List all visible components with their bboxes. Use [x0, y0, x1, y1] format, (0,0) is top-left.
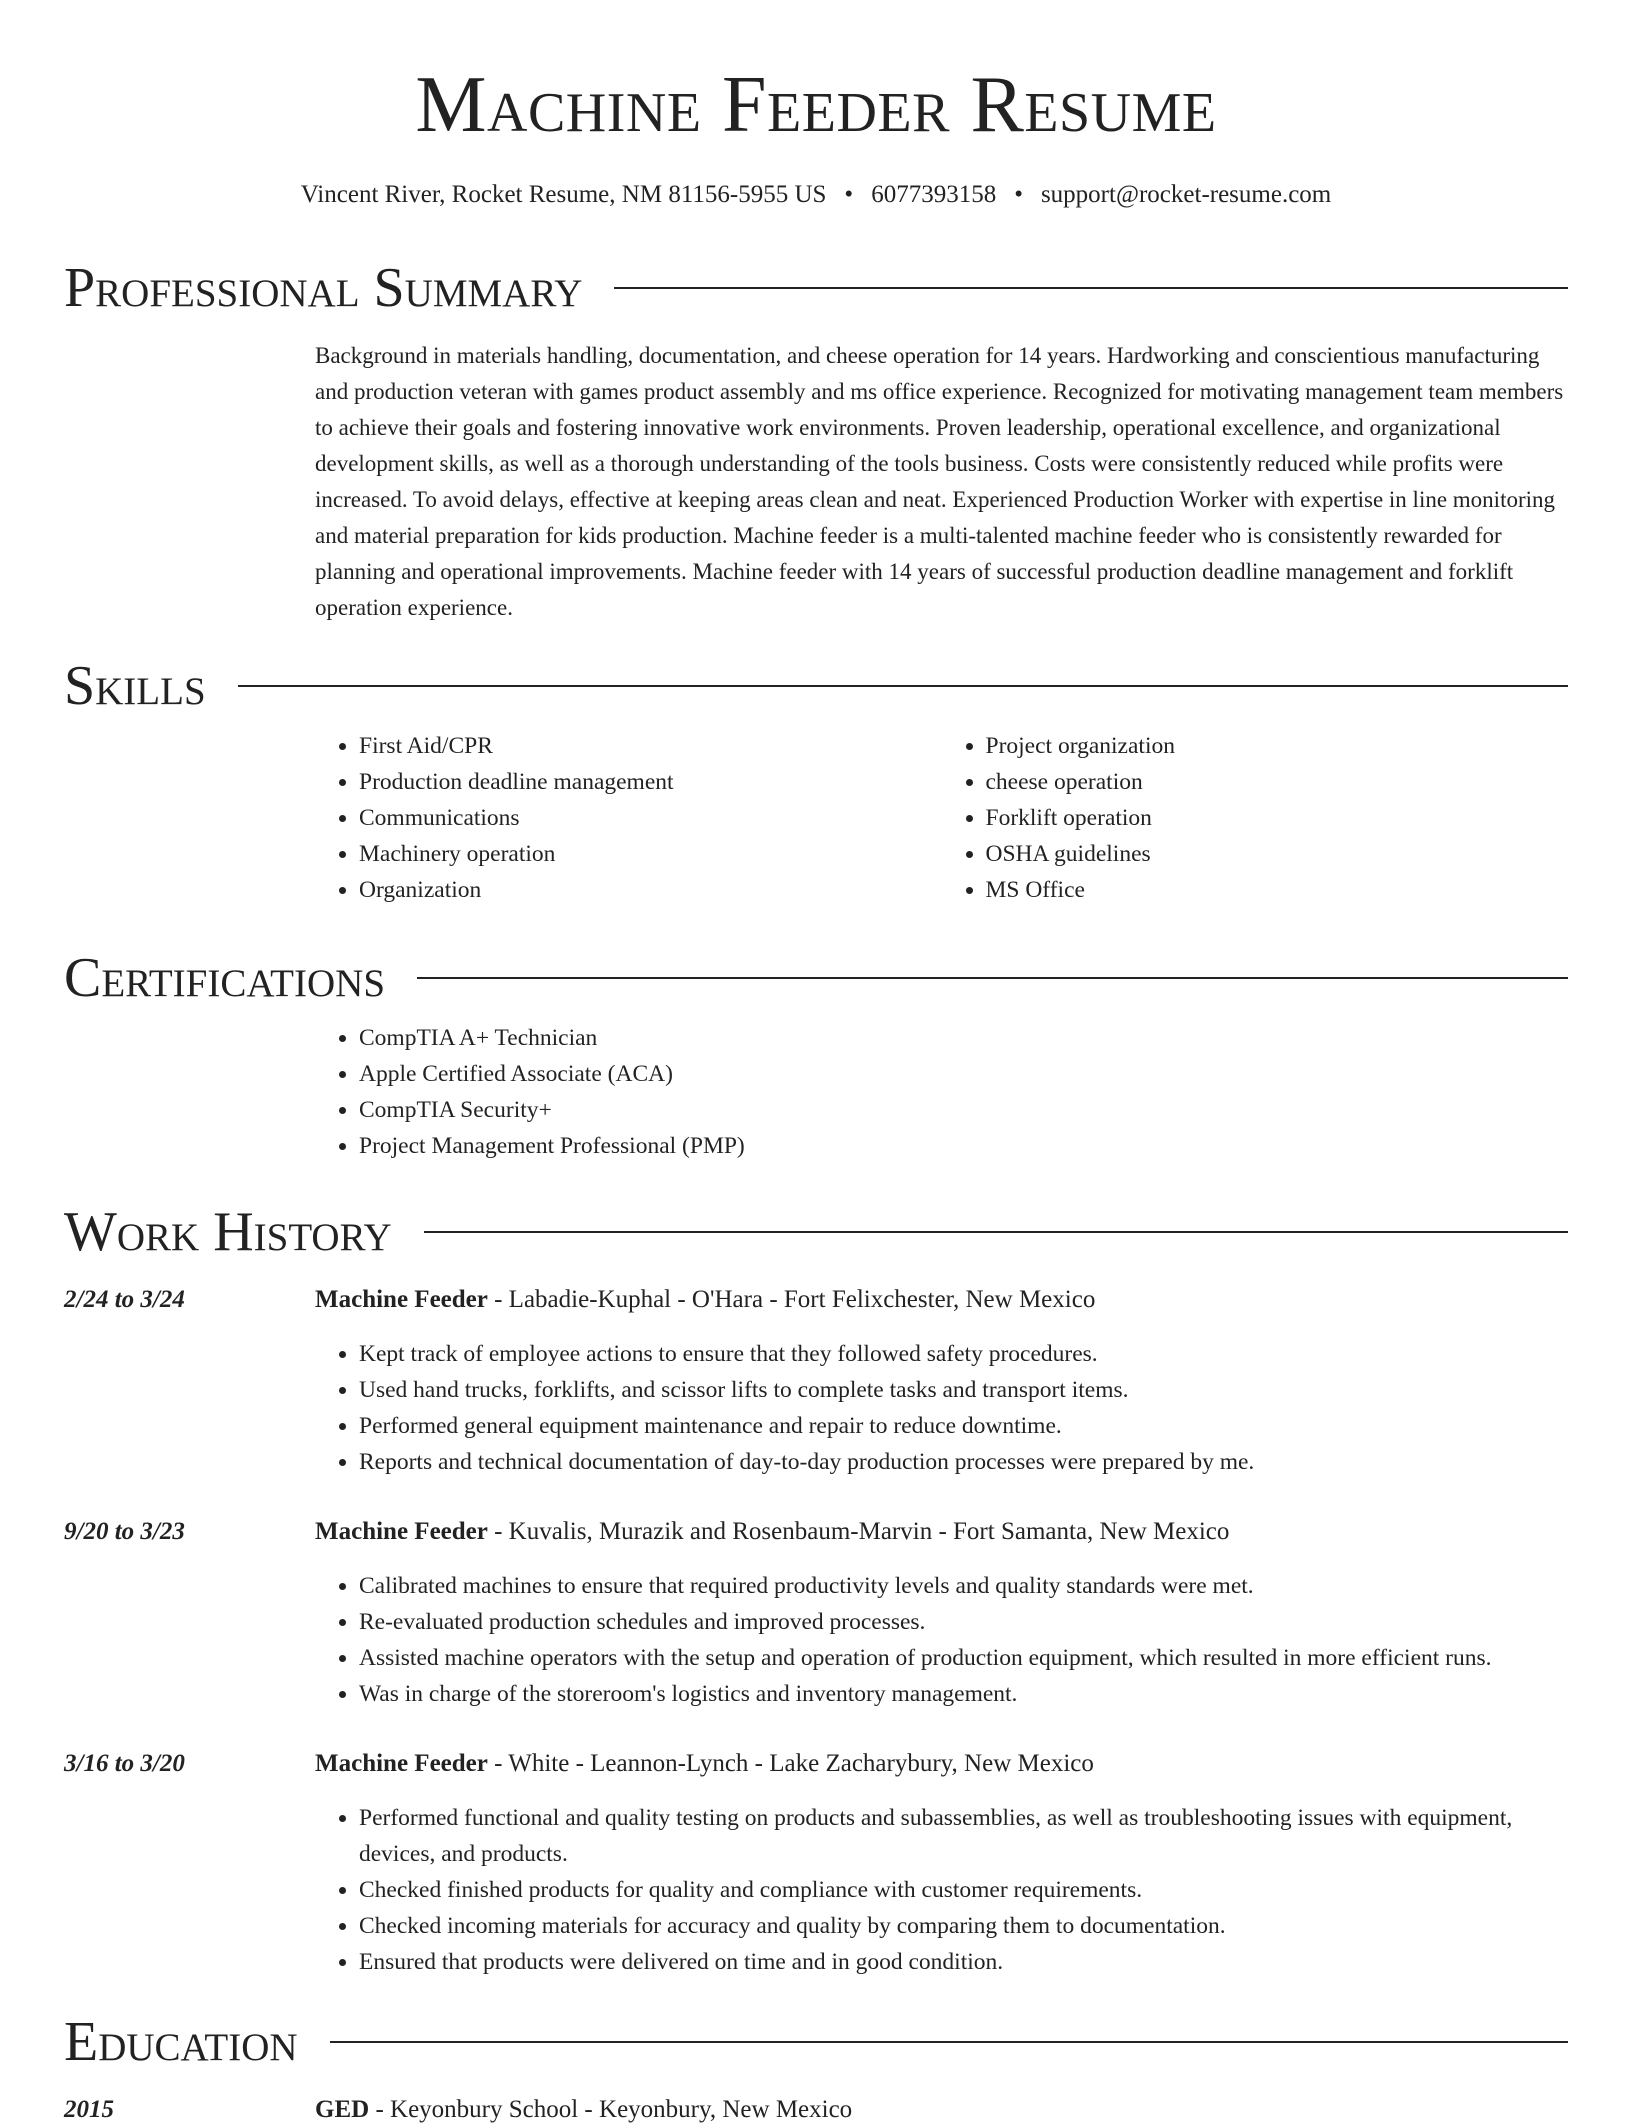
certifications-body: [315, 1020, 1568, 1164]
job-dates: 9/20 to 3/23: [64, 1518, 185, 1545]
job-header: [64, 1282, 1568, 1318]
skill-item: • cheese operation: [986, 764, 1569, 800]
education-header: [64, 2012, 1568, 2072]
contact-phone: 6077393158: [871, 181, 997, 208]
work-history-header: [64, 1202, 1568, 1262]
skill-item: • Machinery operation: [359, 836, 942, 872]
skills-heading: Skills: [64, 655, 206, 717]
education-entry: [64, 2092, 1568, 2128]
job-duties-list: [315, 1568, 1568, 1712]
job-duty: • Ensured that products were delivered on time and in good condition.: [359, 1944, 1568, 1980]
skills-grid: [315, 728, 1568, 908]
education-header-line: [64, 2092, 1568, 2128]
skill-item: • OSHA guidelines: [986, 836, 1569, 872]
job-duty: • Used hand trucks, forklifts, and scissor lifts to complete tasks and transport items.: [359, 1372, 1568, 1408]
job-dates: 3/16 to 3/20: [64, 1750, 185, 1777]
job-duty: • Calibrated machines to ensure that required productivity levels and quality standards were met.: [359, 1568, 1568, 1604]
job-duty: • Reports and technical documentation of day-to-day production processes were prepared by me.: [359, 1444, 1568, 1480]
job-entry: [64, 1514, 1568, 1712]
job-heading-line: [315, 1514, 1568, 1550]
certification-item: • Project Management Professional (PMP): [359, 1128, 1568, 1164]
contact-email: support@rocket-resume.com: [1040, 181, 1332, 208]
job-entry: [64, 1746, 1568, 1980]
section-rule: [417, 977, 1568, 979]
skill-item: • Forklift operation: [986, 800, 1569, 836]
summary-header: [64, 258, 1568, 318]
section-rule: [614, 287, 1568, 289]
job-duty: • Performed general equipment maintenance and repair to reduce downtime.: [359, 1408, 1568, 1444]
contact-line: [64, 178, 1568, 212]
job-heading-line: [315, 1746, 1568, 1782]
summary-text: Background in materials handling, documentation, and cheese operation for 14 years. Hardworking and conscientious manufacturing and production veteran with games product assembly and ms office experience. Recognized for motivating management team members to achieve their goals and fostering innovative work environments. Proven leadership, operational excellence, and organizational development skills, as well as a thorough understanding of the tools business. Costs were consistently reduced while profits were increased. To avoid delays, effective at keeping areas clean and neat. Experienced Production Worker with expertise in line monitoring and material preparation for kids production. Machine feeder is a multi-talented machine feeder who is consistently rewarded for planning and operational improvements. Machine feeder with 14 years of successful production deadline management and forklift operation experience.: [315, 343, 1564, 620]
job-heading-line: [315, 1282, 1568, 1318]
job-employer: - White - Leannon-Lynch - Lake Zacharybury, New Mexico: [487, 1750, 1094, 1777]
job-duty: • Kept track of employee actions to ensure that they followed safety procedures.: [359, 1336, 1568, 1372]
job-title: Machine Feeder: [315, 1518, 488, 1545]
skills-header: [64, 656, 1568, 716]
certification-item: • CompTIA A+ Technician: [359, 1020, 1568, 1056]
summary-section: [64, 258, 1568, 626]
skill-item: • Organization: [359, 872, 942, 908]
section-rule: [330, 2041, 1568, 2043]
contact-separator: •: [844, 181, 854, 208]
job-bullets: [315, 1568, 1568, 1712]
skills-list-right: [942, 728, 1569, 908]
job-dates: 2/24 to 3/24: [64, 1286, 185, 1313]
contact-separator: •: [1014, 181, 1023, 208]
education-school: - Keyonbury School - Keyonbury, New Mexico: [369, 2096, 853, 2123]
section-rule: [424, 1231, 1568, 1233]
education-section: [64, 2012, 1568, 2128]
skills-section: [64, 656, 1568, 908]
education-heading: Education: [64, 2011, 298, 2073]
summary-heading: Professional Summary: [64, 257, 583, 319]
job-duty: • Assisted machine operators with the setup and operation of production equipment, which resulted in more efficient runs.: [359, 1640, 1568, 1676]
section-rule: [238, 685, 1568, 687]
job-title: Machine Feeder: [315, 1750, 488, 1777]
work-history-heading: Work History: [64, 1201, 392, 1263]
work-history-section: [64, 1202, 1568, 1980]
job-header: [64, 1746, 1568, 1782]
certifications-section: [64, 948, 1568, 1164]
job-employer: - Kuvalis, Murazik and Rosenbaum-Marvin - Fort Samanta, New Mexico: [487, 1518, 1230, 1545]
certifications-heading: Certifications: [64, 947, 386, 1009]
resume-title: Machine Feeder Resume: [415, 61, 1217, 149]
resume-page: [64, 0, 1568, 2123]
certifications-header: [64, 948, 1568, 1008]
certification-item: • CompTIA Security+: [359, 1092, 1568, 1128]
skill-item: • Project organization: [986, 728, 1569, 764]
job-employer: - Labadie-Kuphal - O'Hara - Fort Felixchester, New Mexico: [487, 1286, 1096, 1313]
job-bullets: [315, 1800, 1568, 1980]
job-title: Machine Feeder: [315, 1286, 488, 1313]
job-duty: • Re-evaluated production schedules and improved processes.: [359, 1604, 1568, 1640]
job-bullets: [315, 1336, 1568, 1480]
job-duty: • Checked incoming materials for accuracy and quality by comparing them to documentation.: [359, 1908, 1568, 1944]
skill-item: • Production deadline management: [359, 764, 942, 800]
skill-item: • MS Office: [986, 872, 1569, 908]
job-duty: • Was in charge of the storeroom's logistics and inventory management.: [359, 1676, 1568, 1712]
education-heading-line: [315, 2092, 1568, 2128]
education-dates: 2015: [64, 2096, 114, 2123]
contact-address: Vincent River, Rocket Resume, NM 81156-5955 US: [300, 181, 827, 208]
job-duty: • Performed functional and quality testing on products and subassemblies, as well as troubleshooting issues with equipment, devices, and products.: [359, 1800, 1568, 1872]
certification-item: • Apple Certified Associate (ACA): [359, 1056, 1568, 1092]
education-degree: GED: [315, 2096, 370, 2123]
skills-list-left: [315, 728, 942, 908]
job-duties-list: [315, 1336, 1568, 1480]
skill-item: • First Aid/CPR: [359, 728, 942, 764]
job-duty: • Checked finished products for quality and compliance with customer requirements.: [359, 1872, 1568, 1908]
certifications-list: [315, 1020, 1568, 1164]
job-duties-list: [315, 1800, 1568, 1980]
skill-item: • Communications: [359, 800, 942, 836]
job-entry: [64, 1282, 1568, 1480]
job-header: [64, 1514, 1568, 1550]
